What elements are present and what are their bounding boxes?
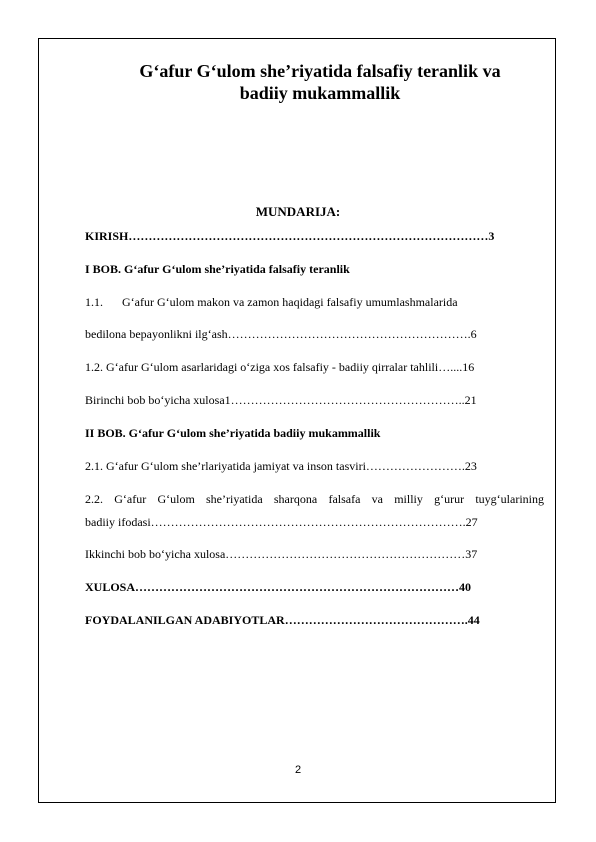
page-number: 2: [294, 764, 302, 776]
toc-chapter-1[interactable]: I BOB. G‘afur G‘ulom she’riyatida falsafiy teranlik: [85, 262, 350, 276]
toc-section-1-2[interactable]: 1.2. G‘afur G‘ulom asarlaridagi o‘ziga xos falsafiy - badiiy qirralar tahlili…....16: [85, 360, 475, 374]
toc-section-2-2[interactable]: 2.2. G‘afur G‘ulom she’riyatida sharqona falsafa va milliy g‘urur tuyg‘ularining: [85, 492, 544, 506]
toc-section-1-1-number: 1.1.: [85, 295, 103, 309]
toc-summary-1[interactable]: Birinchi bob bo‘yicha xulosa1…………………………………………………..21: [85, 393, 477, 407]
toc-summary-2[interactable]: Ikkinchi bob bo‘yicha xulosa……………………………………………………37: [85, 547, 478, 561]
toc-chapter-2[interactable]: II BOB. G‘afur G‘ulom she’riyatida badiiy mukammallik: [85, 426, 381, 440]
toc-section-1-1[interactable]: [85, 294, 458, 310]
toc-section-1-1-continued[interactable]: bedilona bepayonlikni ilg‘ash…………………………………………………….6: [85, 327, 477, 341]
title-line-1: G‘afur G‘ulom she’riyatida falsafiy teranlik va: [139, 61, 501, 81]
toc-xulosa[interactable]: XULOSA………………………………………………………………………40: [85, 580, 472, 594]
toc-section-1-1-text: G‘afur G‘ulom makon va zamon haqidagi falsafiy umumlashmalarida: [122, 295, 458, 309]
title-line-2: badiiy mukammallik: [239, 83, 401, 103]
document-title: [70, 60, 570, 104]
toc-section-2-1[interactable]: 2.1. G‘afur G‘ulom she’rlariyatida jamiyat va inson tasviri…………………….23: [85, 459, 477, 473]
toc-bibliography[interactable]: FOYDALANILGAN ADABIYOTLAR……………………………………….44: [85, 613, 480, 627]
toc-kirish[interactable]: KIRISH………………………………………………………………………………3: [85, 229, 495, 243]
page-border: [38, 38, 556, 803]
contents-heading: MUNDARIJA:: [255, 204, 341, 219]
toc-section-2-2-continued[interactable]: badiiy ifodasi…………………………………………………………………….27: [85, 515, 478, 529]
